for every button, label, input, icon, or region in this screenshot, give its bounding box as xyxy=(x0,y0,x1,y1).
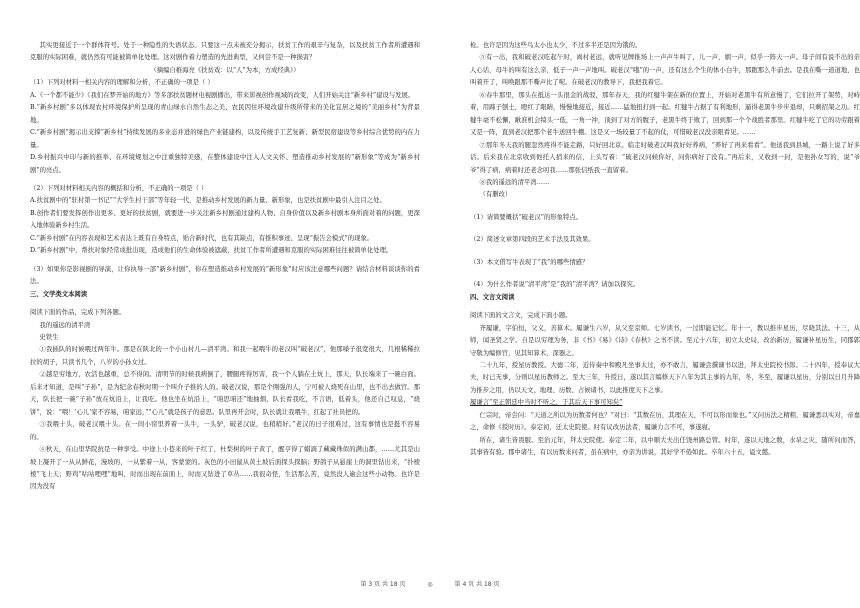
page-number-left: 第 3 页 共 18 页 xyxy=(360,581,406,588)
passage-source: （摘编自稚海亮《扶贫戏：以“人”为本，方成经典》） xyxy=(150,66,300,74)
question-3-stem: （3）如果你是影视剧的导演，让你执导一部“新乡村剧”，你在塑造推动乡村发展的“新形象”时应该注意哪些问题？请结合材料谈谈你的看法。 xyxy=(30,265,420,286)
question-2-stem: （2）下列对材料相关内容的概括和分析，不正确的一项是（ ） xyxy=(30,184,208,192)
page-number-right: 第 4 页 共 18 页 xyxy=(454,581,500,588)
classical-instruction: 阅读下面的文言文，完成下面小题。 xyxy=(470,312,572,320)
question-2-option-c: C.“新乡村剧”在内容表现和艺术表达上既有自身特点，贴合新时代，也有其缺点，有推积事迹、呈现“振告会模式”的现象。 xyxy=(30,234,374,242)
classical-paragraph: 二十九年，授星历教授。大德二年，近侍奏中和殿凡坐事太过，亦不敢言，履谦尝撰谏书以进，拜太史院校书郎。二十四年，授奉议大夫，时已无事，分则以星历教师之。至大三年，升授日，遂以其言编修天下八年为其主事的九年，冬，冬至，履谦以星历，分别以日月升降为推步之用，仍以天文、地理、历数、占候诸书，以此推度天下之事。 xyxy=(470,361,860,394)
story-paragraph: ①我插队的时候喂过两年牛。那是在陕北的一个小山村儿—清平湾。和我一起喂牛的老汉叫“破老汉”，他那嗓子很宽很大，几根稀稀拉拉的胡子，只读书几个，八岁的小孙女过。 xyxy=(30,346,420,366)
story-paragraph: ⑦那年冬天我的腿忽然疼得不能走路，只好回北京。临走时破老汉叫我好好养病，“养好了再来看看”。他送我到县城，一路上说了好多话。后来我在北京收到他托人捎来的信，上头写着：“破老汉问候你好，问你病好了没有。”再后来，又收到一封，是他孙女写的，说“爷爷”得了病，病着时还老念叨我……那张信纸我一直留着。 xyxy=(470,141,860,174)
question-1-option-d: D.乡村振兴中印与新的推举、在环境规划之中注重独特美感，在整体建设中注入人文关怀、塑造推动乡村发展的“新形象”等成为“新乡村剧”的亮点。 xyxy=(30,154,420,174)
story-instruction: 阅读下面的作品，完成下列各题。 xyxy=(30,309,126,317)
question-1-stem: （1）下列对材料一相关内容的理解和分析，不正确的一项是（ ） xyxy=(30,79,214,87)
story-paragraph: ⑥春牛那里，那头在抵达一头很金的战驳，那年春天，我的红犍牛架在新的位置上，开始对老黑牛有所意慢了，它们拉开了架势，对峙着，用蹄子刨土，瞪红了眼睛，慢慢地接近，接近……猛地扭打到一起。红犍牛占据了有利地形，逼得老黑牛步步退却，只剩招架之功。红犍牛毫不松懈，瞅准机会犄头一低，一角一冲，顶到了对方的腹子，老黑牛终于败了，回到那一个个战胜者那里。红犍牛吃了它的功劳跟着又是一阵，直到老汉把那个老牛送回牛棚。这是又一场较量了不起的仗，可惜破老汉没亲眼看见。…… xyxy=(470,91,860,137)
right-page-column xyxy=(470,40,860,460)
classical-underlined-sentence: 履谦言“至正朝廷中当时不听之，于其后天下事可知矣” xyxy=(470,399,623,407)
story-paragraph: 枪。也许是因为这些鸟太小也太少，不过多半还是因为饿的。 xyxy=(470,42,642,49)
binding-mark-icon: ◎ xyxy=(427,581,433,588)
question-2-option-d: D.“新乡村剧”中，帮扶对象经常成批出现，造成他们的生命体验被遮蔽，扶贫工作者所遭遇和克服的实际困难往往被简单化处理。 xyxy=(30,247,393,255)
story-question-1: （1）请简要概括“破老汉”的形象特点。 xyxy=(470,213,583,221)
classical-paragraph: 仁宗时，帝尝问：“天道之所以为历数者何也？”对曰：“其数在历，其理在天，不可以形而象也。”又问历法之精粗，履谦悉以实对，帝嘉之，命修《授时历》。泰定初，迁太史院使。时有议改历法者，履谦力言不可，事遂寝。 xyxy=(470,411,860,432)
page-footer xyxy=(0,579,860,588)
story-question-4: （4）为什么作者说“清平湾”是“我的”清平湾？请加以探究。 xyxy=(470,281,640,289)
classical-paragraph: 齐履谦，字伯恒，父义，善算术。履谦生六岁，从父至京师。七岁读书，一过即能记忆。年十一，教以推步星历，尽晓其法。十三，从师，闻圣贤之学。自是以穷理为务，非《书》《易》《诗》《春秋》之书不读。至元十六年，初立太史局，改治新历，履谦补星历生，同郡郭守敬为编修官，见其知算术，深器之。 xyxy=(470,324,860,357)
story-question-2: （2）简述文章第四段的艺术手法及其效果。 xyxy=(470,236,595,244)
story-title: 我的遥远的清平湾 xyxy=(39,321,91,329)
story-paragraph: ②越是穷地方，农活也越重，总不得闲。清明节的时候我病倒了，腰腿疼得厉害，我一个人躺在土炕上，那天，队长端来了一碗白面。后来才知道，是叫“子孙”，是为纪念春秋时期一个叫介子推的人的。破老汉说，那是个刚强的人，宁可被人烧死在山里，也不出去做官。那天，队长把一碗“子孙”放在炕沿上，让我吃。他也坐在炕沿上，“咱思咱还”地抽烟，队长看我吃，不言语，低着头，他还自己叹息，“烧饼”，说：“喂！‘心儿’家不容易，咱家远，”“心儿”就是孩子的意思。队里再开会时，队长就让我喂牛，扛起了社员把的。 xyxy=(30,371,420,416)
classical-paragraph: 所在，诸生皆畏服。至治元年，拜太史院使。泰定二年，以中顺大夫出任饶州路总管。时年，遂以天地之数，水旱之灾，随所问而答，其事皆有验。郡中诸生，有以历数来问者，虽在病中，亦亲为讲说，其好学不倦如此。卒年六十五，谥文懿。 xyxy=(470,436,860,457)
section-heading-4: 四、文言文阅读 xyxy=(470,293,515,301)
question-1-option-a: A.《一个都不能少》《我们在梦开始的地方》等多部扶贫题材电视剧播出，带来影视创作视域的改变，人们开始关注“新乡村”建设与发展。 xyxy=(30,91,415,99)
story-paragraph: ③我喂十头，破老汉喂十头。在一间小窑里养着一头牛，一头驴，破老汉说，也稍稍好。”老汉的日子很难过，这有事情也是挺不容易的。 xyxy=(30,421,420,441)
story-author: 史铁生 xyxy=(39,333,59,341)
question-2-option-b: B.创作者们要发挥创作出更多、更好的扶贫剧，就要进一步关注新乡村剧通过建构人物、自身价值以及新乡村剧本身所面对着的问题，更深入地体验新乡村生活。 xyxy=(30,209,420,230)
section-heading-3: 三、文学类文本阅读 xyxy=(30,290,88,298)
story-paragraph: ④秋天，在山里华院抗是一种享受。中途上小巷来的叶子红了，杜梨树的叶子黄了，醒亨得了蜡滴了藏藏珠似的满山都，……尤其是山坡上凝开了一从从鲜花，漫坡的，一从紫着一从，客蒙蒙的。灰色的小田鼠从黄土坡后面探头探脑；野鸽子从悬崖上的洞里钻出来，“扑棱棱”飞上天；野鸡“咕咕哩哩”地叫，时而出现在前面上，时而又钻进了草丛……我很奇怪，生活那么苦，竟然没人逾会这些小动物。也许是因为没有 xyxy=(30,446,420,491)
question-2-option-a: A.扶贫剧中的“驻村第一书记”“大学生村干部”等年轻一代，是推动乡村发展的新力量、新形象，也是扶贫剧中最引人注目之处。 xyxy=(30,197,386,205)
story-note: （有删改） xyxy=(479,191,512,199)
story-question-3: （3）本文借写牛表现了“我”的哪些情感？ xyxy=(470,258,589,266)
left-page-column xyxy=(30,40,420,494)
story-paragraph: ⑧我的遥远的清平湾…… xyxy=(479,178,550,186)
question-1-option-c: C.“新乡村剧”揭示出支撑“新乡村”持续发展的多业态并进的绿色产业链建构，以及传统手工艺复新、新型民宿建设等乡村综合优势的内在力量。 xyxy=(30,129,420,149)
question-1-option-b: B.“新乡村剧”多以体现农村环境保护所呈现的青山绿水自然生态之美、农民因住环境改建升级所带来的美化宜居之境的“美丽乡村”为背景地。 xyxy=(30,104,420,124)
story-paragraph: ⑤有一出，我和破老汉吃起午时，离村老远，就听见牌推场上一声声牛叫了，儿一声，姻一声，似乎一阵天一声。母子间有说不出的亲人心话，母牛的叫有这么亲，低子一声一声地叫。破老汉“哦”的一声，还有这么个生的体小白牛，那跑那么牛前去。是我在嘶一道道地，也叫着开了，叫唤跟那不嘶声比了呢。在破老汉的教导下，我把我着它。 xyxy=(470,54,860,87)
passage-paragraph: 其实更接近于一个群体符号。处于一种隐性的失语状态。只要这一点未被充分揭示，扶贫工作的艰辛与复杂，以及扶贫工作者所遭遇和克服的实际困难，就仍然有可能被简单化处理。这对剧作着力塑造的先进典型，又何尝不是一种损害？ xyxy=(30,42,420,62)
